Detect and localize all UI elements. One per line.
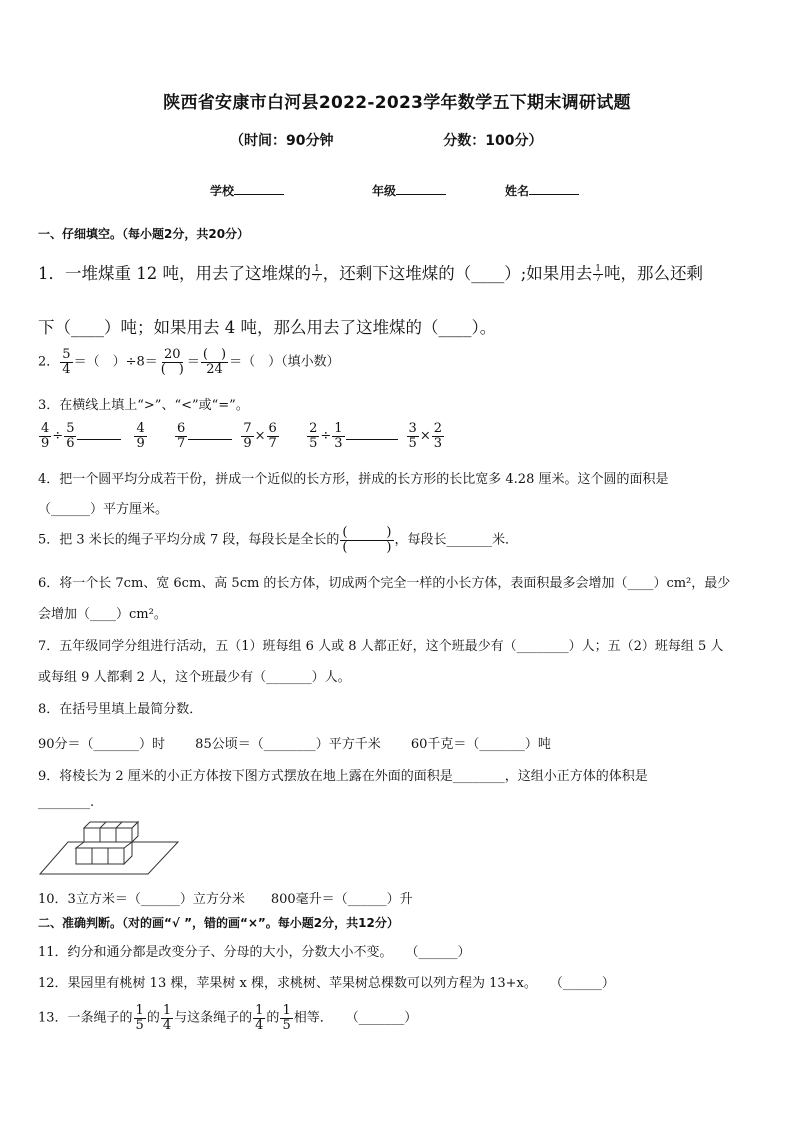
numerator: 4 [41,421,50,436]
denominator: 3 [433,435,442,451]
denominator: 7 [268,435,277,451]
denominator: 9 [136,435,145,451]
grade-label: 年级 [372,184,397,198]
score-label: 分数：100分） [443,133,543,149]
fraction [159,348,186,376]
section-heading-judge: 二、准确判断。（对的画“√ ”，错的画“×”。每小题2分，共12分） [38,916,399,930]
school-label: 学校 [210,184,235,198]
question-8-items: 90分＝（_______）时 85公顷＝（________）平方千米 60千克＝（_______）吨 [38,737,551,752]
numerator: 3 [408,421,417,436]
answer-blank[interactable] [346,439,398,440]
question-1-line-1: 1．一堆煤重 12 吨，用去了这堆煤的 $\frac{1}{7}$ ，还剩下这堆煤的（____）;如果用去 $\frac{1}{7}$ 吨，那么还剩 [38,263,704,284]
denominator: 5 [135,1017,144,1033]
fraction [134,422,146,450]
question-13: 13．一条绳子的 $\frac{1}{5}$ 的 $\frac{1}{4}$ 与这条绳子的 $\frac{1}{4}$ 的 $\frac{1}{5}$ 相等． （_______） [38,1003,418,1033]
numerator: 6 [268,421,277,436]
numerator: 1 [255,1003,264,1018]
question-6-line-1: 6．将一个长 7cm、宽 6cm、高 5cm 的长方体，切成两个完全一样的小长方体，表面积最多会增加（____）cm²，最少 [38,576,731,591]
page-title: 陕西省安康市白河县2022-2023学年数学五下期末调研试题 [163,93,631,113]
name-label: 姓名 [505,184,530,198]
numerator: 1 [313,263,320,274]
section-heading-fill: 一、仔细填空。（每小题2分，共20分） [38,227,250,241]
time-label: （时间：90分钟 [230,133,334,149]
fraction [340,526,393,554]
question-8-stem: 8．在括号里填上最简分数． [38,702,203,717]
question-9-line-1: 9．将棱长为 2 厘米的小正方体按下图方式摆放在地上露在外面的面积是________，这组小正方体的体积是 [38,769,648,784]
fraction [280,1004,292,1032]
denominator: 6 [66,435,75,451]
numerator: 4 [136,421,145,436]
question-9-line-2: ________. [38,795,95,810]
answer-blank[interactable] [77,439,121,440]
question-4-line-2: （______）平方厘米。 [38,502,169,517]
denominator: 24 [206,361,223,377]
question-1-line-2: 下（____）吨；如果用去 4 吨，那么用去了这堆煤的（____）。 [38,318,497,337]
school-field[interactable] [210,182,284,199]
answer-blank[interactable] [188,439,232,440]
denominator: 7 [313,274,320,284]
numerator: 1 [162,1003,172,1018]
fraction [332,422,344,450]
exam-meta [230,130,542,150]
question-3-stem: 3．在横线上填上“>”、“<”或“=”。 [38,398,249,413]
denominator: 9 [243,435,252,451]
fraction [134,1004,146,1032]
denominator: 3 [334,435,343,451]
numerator: ( ) [202,347,227,362]
denominator: 9 [41,435,50,451]
fraction [64,422,76,450]
grade-blank[interactable] [396,182,446,195]
question-7-line-1: 7．五年级同学分组进行活动，五（1）班每组 6 人或 8 人都正好，这个班最少有（________）人；五（2）班每组 5 人 [38,639,724,654]
numerator: 1 [334,421,343,436]
denominator: ( ) [160,361,184,377]
denominator: 4 [255,1017,264,1033]
fraction [201,348,228,376]
numerator: ( ) [342,525,392,540]
question-6-line-2: 会增加（____）cm²。 [38,607,167,622]
fraction [432,422,444,450]
denominator: 5 [282,1017,291,1033]
name-field[interactable] [505,182,579,199]
question-12: 12．果园里有桃树 13 棵，苹果树 x 棵，求桃树、苹果树总棵数可以列方程为 13+x。 （______） [38,976,615,991]
fraction [39,422,51,450]
fraction [161,1004,173,1032]
school-blank[interactable] [234,182,284,195]
question-3-items: $\frac{4}{9}$ ÷ $\frac{5}{6}$ $\frac{4}{9}$ $\frac{6}{7}$ $\frac{7}{9}$ × $\frac{6}{7}$ $\frac{2}{5}$ ÷ $\frac{1}{3}$ $\frac{3}{5}$ × $\frac{2}{3}$ [41,421,442,451]
fraction [241,422,253,450]
question-5: 5．把 3 米长的绳子平均分成 7 段，每段长是全长的 $\frac{( )}{( )}$ ，每段长_______米． [38,525,519,555]
denominator: 4 [62,361,71,377]
fraction [312,265,322,285]
grade-field[interactable] [372,182,446,199]
numerator: 5 [62,347,71,362]
question-7-line-2: 或每组 9 人都剩 2 人，这个班最少有（_______）人。 [38,670,351,685]
numerator: 1 [282,1003,291,1018]
numerator: 2 [433,421,442,436]
fraction [593,265,603,285]
fraction [175,422,187,450]
fraction [407,422,419,450]
denominator: 5 [309,435,318,451]
numerator: 6 [177,421,186,436]
denominator: 5 [408,435,417,451]
numerator: 1 [135,1003,144,1018]
fraction [307,422,319,450]
question-4-line-1: 4．把一个圆平均分成若干份，拼成一个近似的长方形，拼成的长方形的长比宽多 4.28 厘米。这个圆的面积是 [38,472,669,487]
numerator: 7 [243,421,252,436]
numerator: 20 [164,347,181,362]
cubes-figure [38,818,180,878]
denominator: 7 [177,435,186,451]
fraction [267,422,279,450]
name-blank[interactable] [529,182,579,195]
denominator: 4 [162,1017,172,1033]
question-11: 11．约分和通分都是改变分子、分母的大小，分数大小不变。 （______） [38,945,471,960]
numerator: 2 [309,421,318,436]
numerator: 1 [595,263,602,274]
question-10: 10．3立方米＝（______）立方分米 800毫升＝（______）升 [38,892,413,907]
fraction [60,348,72,376]
denominator: 7 [595,274,602,284]
denominator: ( ) [342,539,392,555]
question-2: 2． $\frac{5}{4}$ ＝（ ）÷8＝ $\frac{20}{( )}$ ＝ $\frac{( )}{24}$ ＝（ ）（填小数） [38,347,340,377]
fraction [253,1004,265,1032]
numerator: 5 [66,421,75,436]
